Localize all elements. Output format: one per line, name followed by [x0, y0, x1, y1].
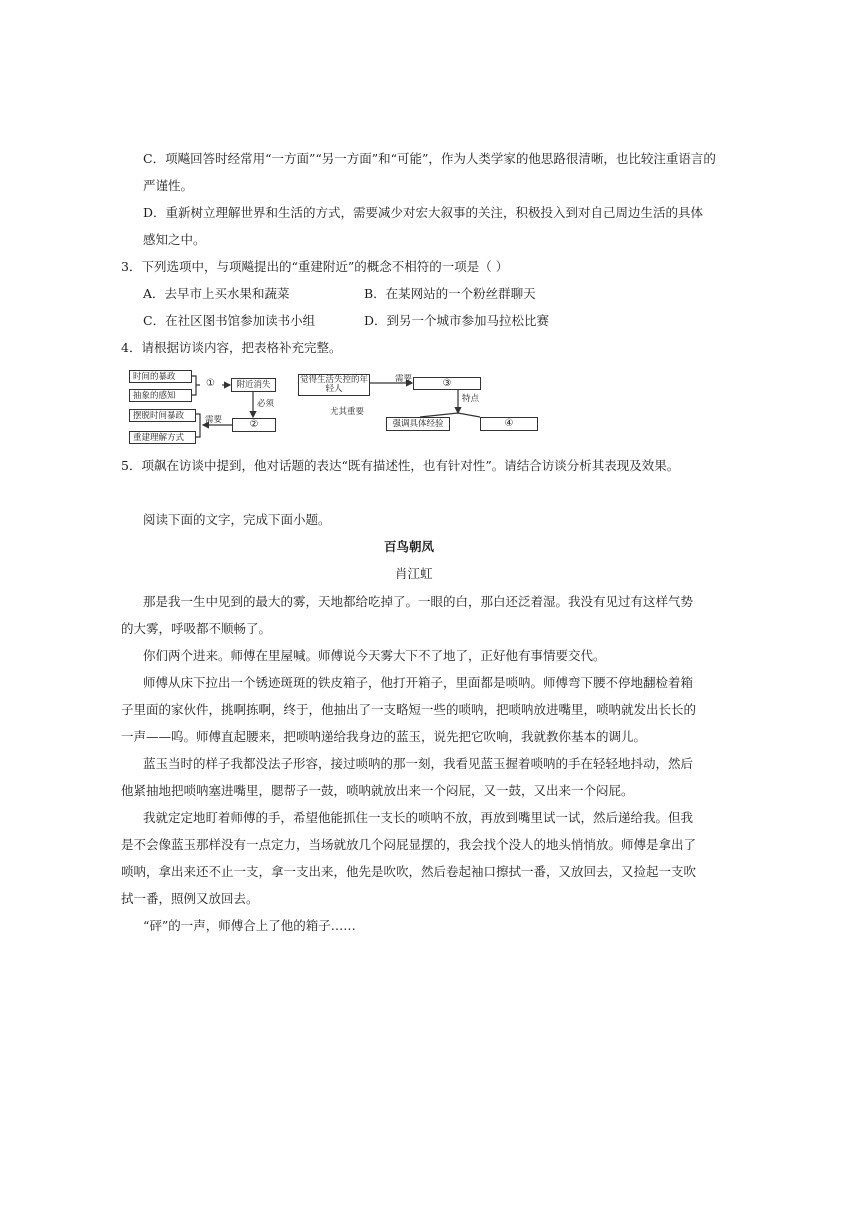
passage-title: 百鸟朝凤	[384, 539, 435, 554]
box-time-tyranny: 时间的暴政	[129, 370, 192, 383]
passage-author: 肖江虹	[395, 566, 433, 581]
blank-4-box: ④	[480, 417, 538, 431]
blank-1-label: ①	[206, 378, 215, 389]
q2-option-c-line2: 严谨性。	[143, 178, 194, 193]
label-need-left: 需要	[205, 415, 223, 425]
box-escape-time-tyranny: 摆脱时间暴政	[129, 409, 196, 422]
passage-line: 一声——呜。师傅直起腰来，把唢呐递给我身边的蓝玉，说先把它吹响，我就教你基本的调儿。	[121, 729, 647, 744]
q3-option-d: D．到另一个城市参加马拉松比赛	[364, 313, 550, 328]
passage-line: 你们两个进来。师傅在里屋喊。师傅说今天雾大下不了地了，正好他有事情要交代。	[143, 648, 606, 663]
box-rebuild-understanding: 重建理解方式	[129, 431, 196, 444]
blank-2-box: ②	[232, 418, 276, 432]
box-emphasize-experience: 强调具体经验	[386, 417, 450, 431]
passage-line: 子里面的家伙件，挑啊拣啊，终于，他抽出了一支略短一些的唢呐，把唢呐放进嘴里，唢呐就发出长长的	[121, 702, 697, 717]
label-must: 必须	[257, 399, 275, 409]
box-young-people: 觉得生活失控的年轻人	[299, 375, 368, 394]
passage-line: 他紧抽地把唢呐塞进嘴里，腮帮子一鼓，唢呐就放出来一个闷屁，又一鼓，又出来一个闷屁。	[121, 783, 634, 798]
q4-stem: 4．请根据访谈内容，把表格补充完整。	[121, 340, 342, 355]
box-abstract-perception: 抽象的感知	[129, 389, 192, 402]
passage-line: 唢呐，拿出来还不止一支，拿一支出来，他先是吹吹，然后卷起袖口擦拭一番，又放回去，又捡起一支吹	[121, 864, 697, 879]
passage-line: 师傅从床下拉出一个锈迹斑斑的铁皮箱子，他打开箱子，里面都是唢呐。师傅弯下腰不停地翻检着箱	[143, 675, 694, 690]
label-feature: 特点	[462, 394, 480, 404]
blank-3-box: ③	[413, 377, 481, 390]
passage-line: 那是我一生中见到的最大的雾，天地都给吃掉了。一眼的白，那白还泛着湿。我没有见过有这样气势	[143, 594, 694, 609]
q2-option-d-line1: D．重新树立理解世界和生活的方式，需要减少对宏大叙事的关注，积极投入到对自己周边生活的具体	[143, 205, 704, 220]
reading-instruction: 阅读下面的文字，完成下面小题。	[143, 512, 331, 527]
passage-line: 蓝玉当时的样子我都没法子形容，接过唢呐的那一刻，我看见蓝玉握着唢呐的手在轻轻地抖动，然后	[143, 756, 694, 771]
q3-option-b: B．在某网站的一个粉丝群聊天	[364, 286, 536, 301]
passage-line: 拭一番，照例又放回去。	[121, 891, 259, 906]
passage-line: “砰”的一声，师傅合上了他的箱子……	[143, 918, 356, 933]
q3-option-a: A．去早市上买水果和蔬菜	[143, 286, 290, 301]
passage-line: 我就定定地盯着师傅的手，希望他能抓住一支长的唢呐不放，再放到嘴里试一试，然后递给我。但我	[143, 810, 694, 825]
passage-line: 是不会像蓝玉那样没有一点定力，当场就放几个闷屁显摆的，我会找个没人的地头悄悄放。师傅是拿出了	[121, 837, 697, 852]
label-need-right: 需要	[395, 374, 413, 384]
q2-option-c-line1: C．项飚回答时经常用“一方面”“另一方面”和“可能”，作为人类学家的他思路很清晰，也比较注重语言的	[143, 151, 716, 166]
passage-line: 的大雾，呼吸都不顺畅了。	[121, 621, 272, 636]
q2-option-d-line2: 感知之中。	[143, 232, 206, 247]
q5-stem: 5．项飙在访谈中提到，他对话题的表达“既有描述性，也有针对性”。请结合访谈分析其表现及效果。	[121, 458, 680, 473]
box-nearby-vanishing: 附近消失	[231, 378, 276, 392]
q3-option-c: C．在社区图书馆参加读书小组	[143, 313, 316, 328]
q3-stem: 3．下列选项中，与项飚提出的“重建附近”的概念不相符的一项是（ ）	[121, 259, 509, 274]
label-especially-important: 尤其重要	[330, 407, 365, 417]
